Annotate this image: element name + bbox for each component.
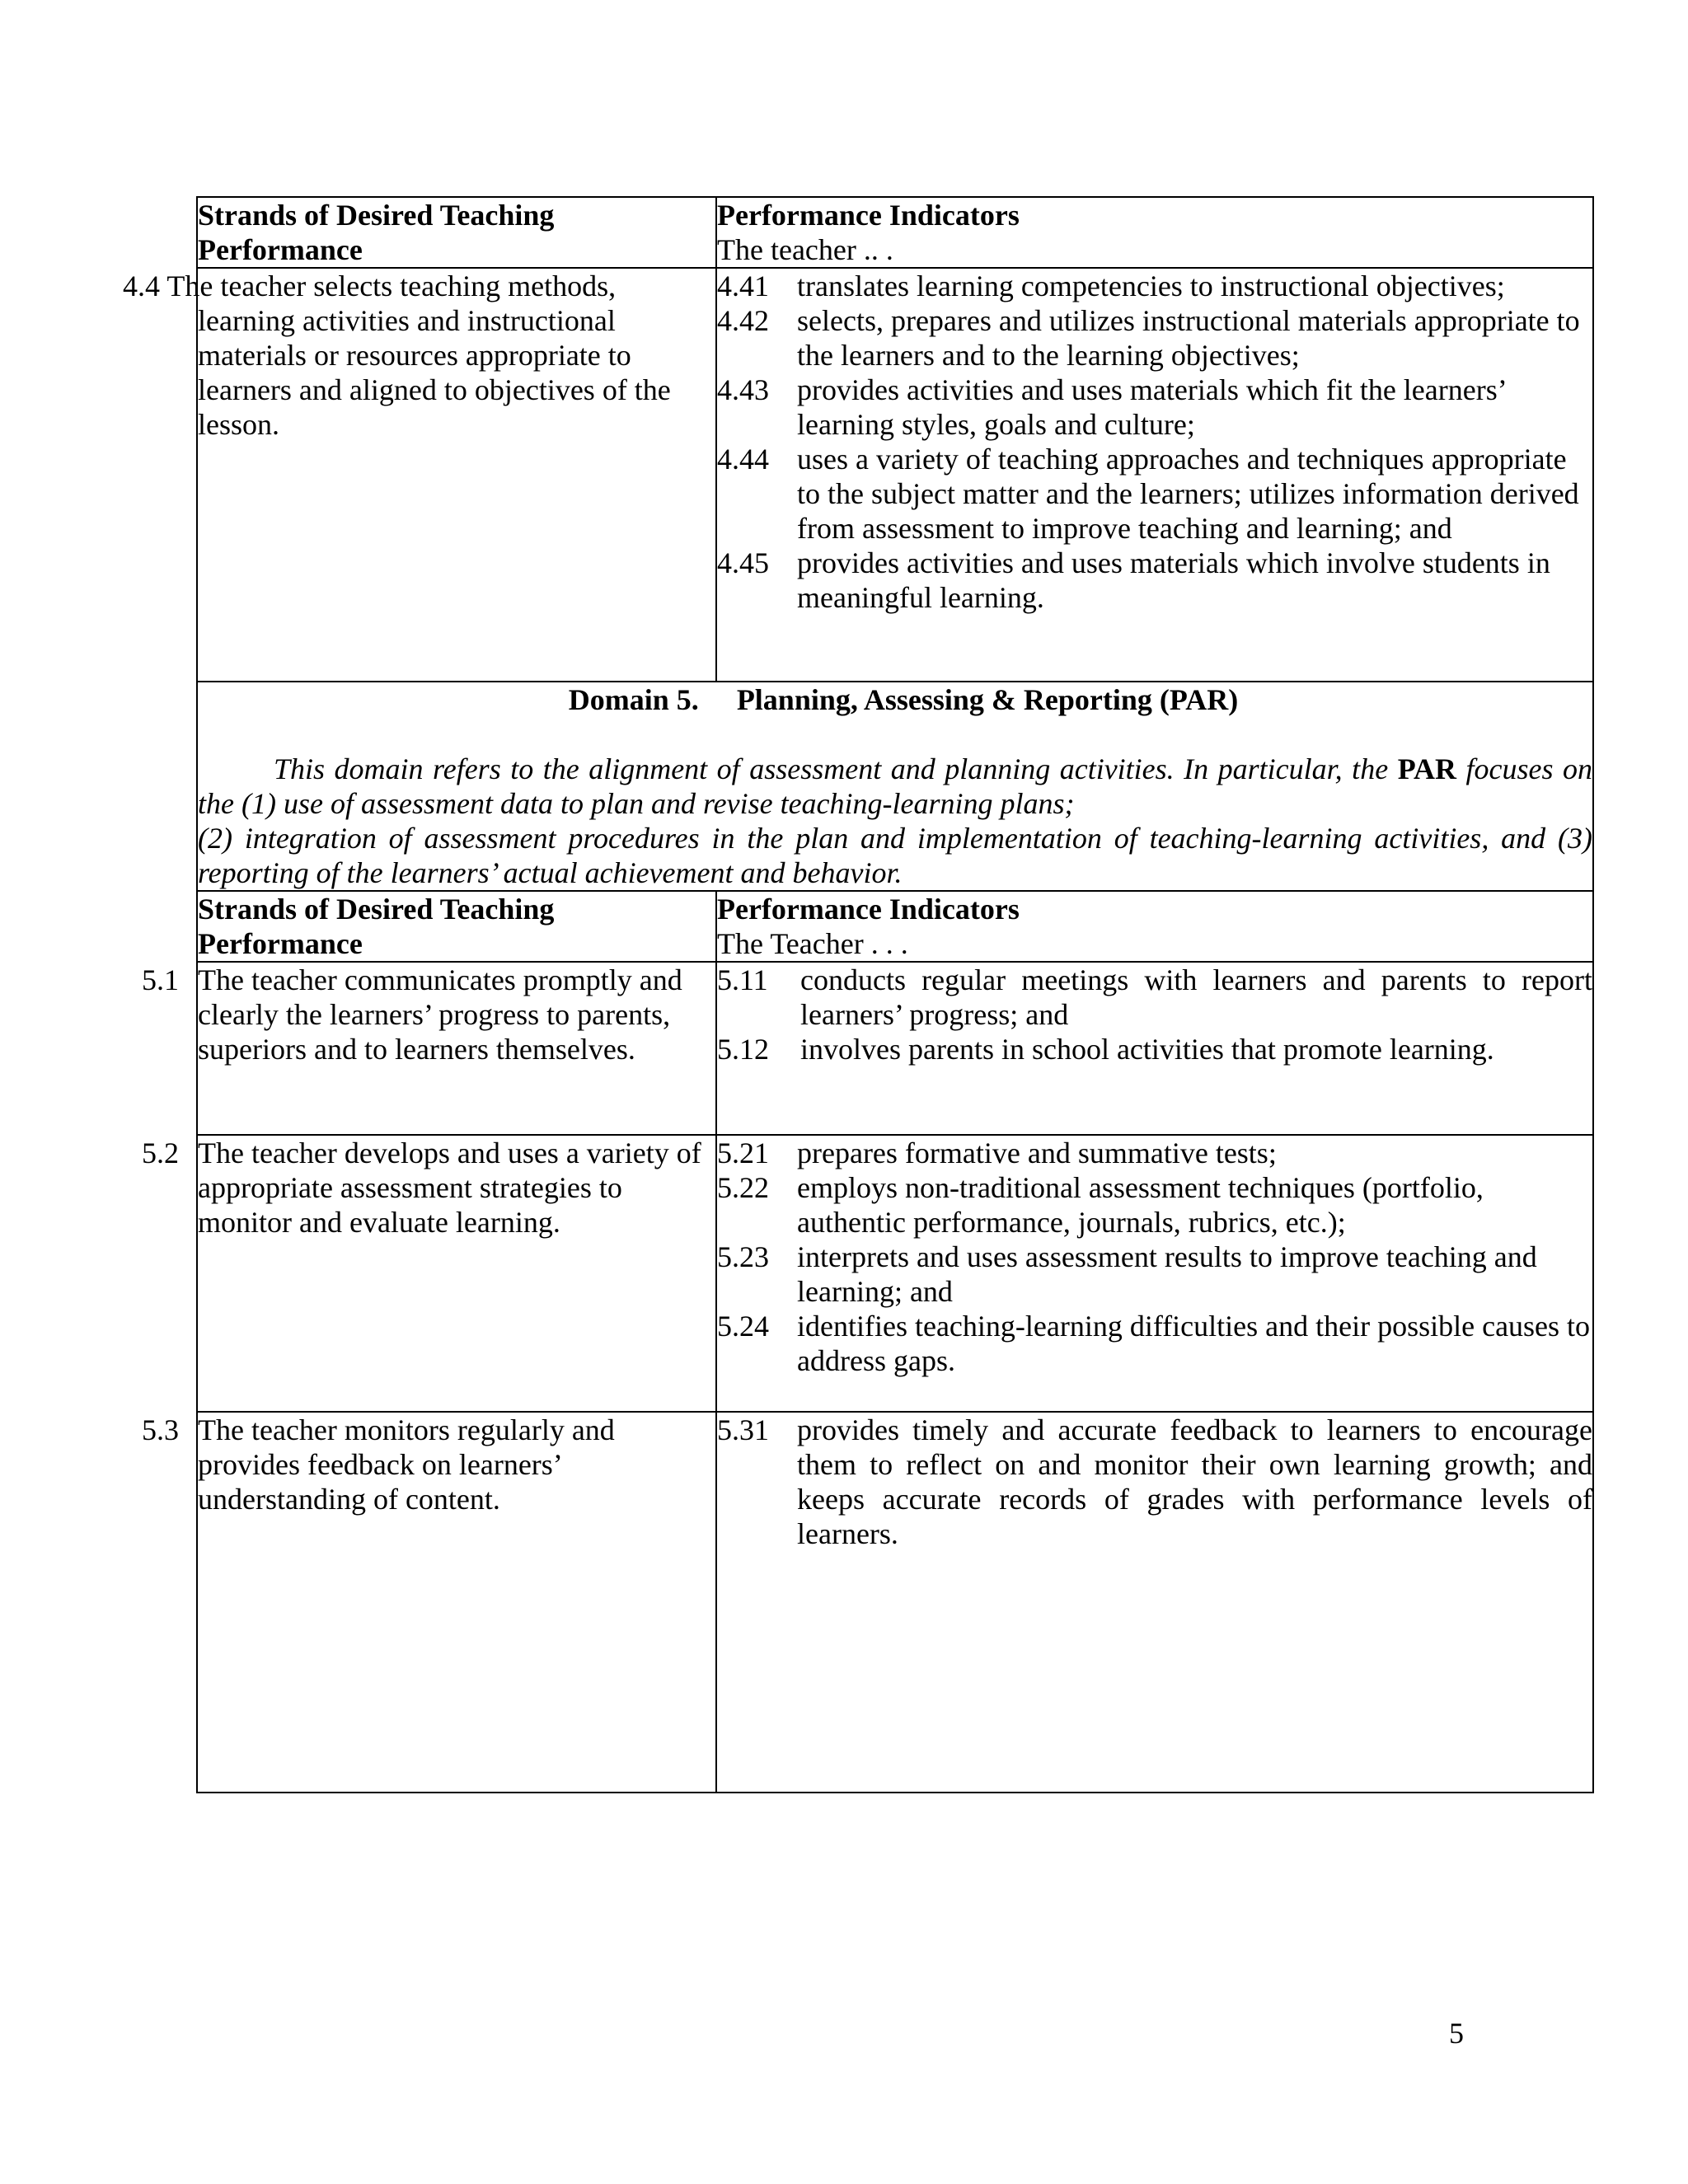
indicator-number: 4.41 <box>717 269 769 302</box>
indicator-text: interprets and uses assessment results to improve teaching and learning; and <box>797 1240 1537 1308</box>
indicator-number: 4.43 <box>717 373 769 406</box>
indicators-header-subtitle: The Teacher . . . <box>717 927 908 960</box>
indicators-header-title: Performance Indicators <box>717 893 1020 926</box>
indicator-item <box>717 442 1592 546</box>
strands-header-title: Strands of Desired Teaching Performance <box>198 893 555 960</box>
strand-text: The teacher develops and uses a variety of appropriate assessment strategies to monitor and evaluate learning. <box>198 1137 701 1239</box>
indicator-text: identifies teaching-learning difficulties and their possible causes to address gaps. <box>797 1310 1591 1377</box>
indicator-number: 4.45 <box>717 546 769 579</box>
indicators-header-cell <box>716 891 1593 962</box>
indicator-item <box>717 963 1592 1032</box>
indicator-item <box>717 546 1592 615</box>
indicator-number: 5.31 <box>717 1413 769 1446</box>
indicator-item <box>717 1032 1592 1066</box>
indicator-text: involves parents in school activities that promote learning. <box>800 1033 1494 1066</box>
table-row <box>197 268 1593 682</box>
domain-desc-part1: This domain refers to the alignment of assessment and planning activities. In particular, the <box>274 752 1389 785</box>
indicator-text: uses a variety of teaching approaches and techniques appropriate to the subject matter and the learners; utilizes information derived from assessment to improve teaching and learning; and <box>797 443 1579 545</box>
domain-label: Domain 5. <box>568 683 699 716</box>
strand-text: The teacher communicates promptly and clearly the learners’ progress to parents, superiors and to learners themselves. <box>198 963 682 1066</box>
strand-text: 4.4 The teacher selects teaching methods, learning activities and instructional materials or resources appropriate to learners and aligned to objectives of the lesson. <box>123 269 671 441</box>
table-row <box>197 1135 1593 1412</box>
indicators-cell-5-3 <box>716 1412 1593 1793</box>
indicator-item <box>717 1170 1592 1240</box>
indicators-cell-5-2 <box>716 1135 1593 1412</box>
strands-header-cell <box>197 891 716 962</box>
strand-number: 5.3 <box>142 1413 179 1446</box>
indicator-item <box>717 269 1592 303</box>
indicator-text: conducts regular meetings with learners and parents to report learners’ progress; and <box>800 963 1592 1031</box>
indicator-item <box>717 1413 1592 1551</box>
strand-text: The teacher monitors regularly and provides feedback on learners’ understanding of content. <box>198 1413 615 1516</box>
indicator-text: provides activities and uses materials which fit the learners’ learning styles, goals and culture; <box>797 373 1506 441</box>
strand-cell-5-3 <box>142 1412 716 1793</box>
indicator-text: selects, prepares and utilizes instructional materials appropriate to the learners and to the learning objectives; <box>797 304 1580 372</box>
indicator-number: 5.12 <box>717 1033 769 1066</box>
strand-number: 5.2 <box>142 1137 179 1169</box>
strands-header-cell <box>197 197 716 268</box>
domain-row <box>197 682 1593 891</box>
indicator-text: provides activities and uses materials which involve students in meaningful learning. <box>797 546 1550 614</box>
domain-description <box>198 752 1592 890</box>
table1-header-row <box>197 197 1593 268</box>
domain-cell <box>197 682 1593 891</box>
indicator-number: 5.23 <box>717 1240 769 1273</box>
domain-desc-part2: focuses on the (1) use of assessment data to plan and revise teaching-learning plans; <box>198 752 1593 820</box>
indicator-item <box>717 1309 1592 1378</box>
table2-header-row <box>197 891 1593 962</box>
strands-header-title: Strands of Desired Teaching Performance <box>198 199 555 266</box>
indicator-number: 5.21 <box>717 1137 769 1169</box>
domain-name: Planning, Assessing & Reporting (PAR) <box>736 683 1239 716</box>
domain-desc-part3: (2) integration of assessment procedures in the plan and implementation of teaching-learning activities, and (3) reporting of the learners’ actual achievement and behavior. <box>198 822 1592 889</box>
strand-cell-4-4 <box>123 268 716 682</box>
indicator-number: 5.22 <box>717 1171 769 1204</box>
indicator-item <box>717 1240 1592 1309</box>
indicators-header-subtitle: The teacher .. . <box>717 233 893 266</box>
indicator-item <box>717 1136 1592 1170</box>
strand-number: 5.1 <box>142 963 179 996</box>
indicators-cell-4-4 <box>716 268 1593 682</box>
domain-desc-bold: PAR <box>1397 752 1457 785</box>
page-number: 5 <box>1449 2017 1464 2050</box>
performance-table <box>123 196 1594 1793</box>
indicator-text: employs non-traditional assessment techniques (portfolio, authentic performance, journals, rubrics, etc.); <box>797 1171 1484 1239</box>
indicator-text: translates learning competencies to instructional objectives; <box>797 269 1505 302</box>
indicator-text: provides timely and accurate feedback to learners to encourage them to reflect on and monitor their own learning growth; and keeps accurate records of grades with performance levels of learners. <box>797 1413 1592 1550</box>
strand-cell-5-2 <box>142 1135 716 1412</box>
indicators-header-cell <box>716 197 1593 268</box>
table-row <box>197 962 1593 1135</box>
indicator-item <box>717 373 1592 442</box>
table-row <box>197 1412 1593 1793</box>
indicator-item <box>717 303 1592 373</box>
indicator-number: 5.11 <box>717 963 768 996</box>
indicators-cell-5-1 <box>716 962 1593 1135</box>
indicator-text: prepares formative and summative tests; <box>797 1137 1277 1169</box>
indicators-header-title: Performance Indicators <box>717 199 1020 232</box>
indicator-number: 4.42 <box>717 304 769 337</box>
indicator-number: 5.24 <box>717 1310 769 1343</box>
strand-cell-5-1 <box>142 962 716 1135</box>
indicator-number: 4.44 <box>717 443 769 476</box>
domain-title <box>198 682 1592 717</box>
